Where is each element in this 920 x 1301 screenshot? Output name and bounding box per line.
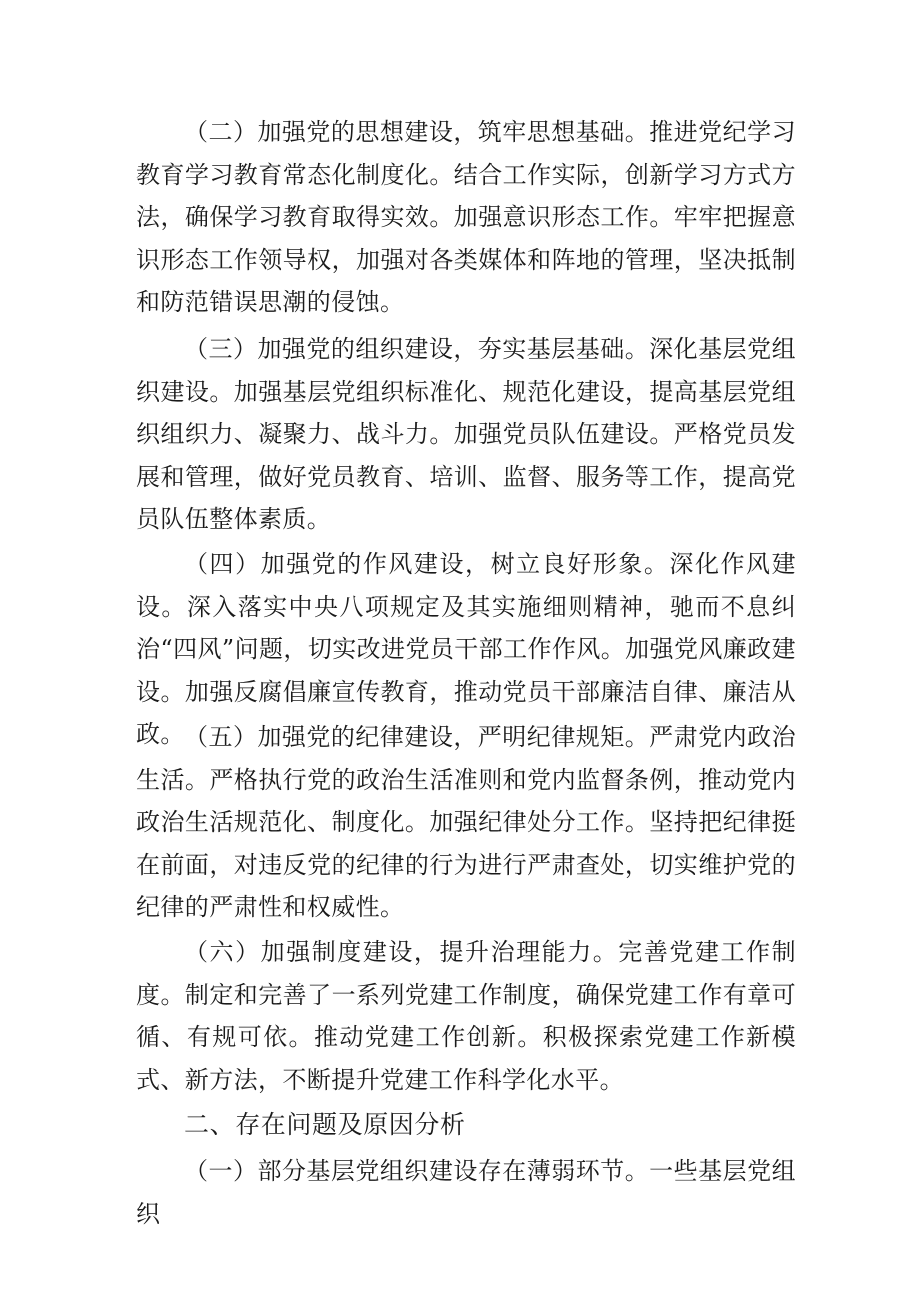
section-heading-problems: 二、存在问题及原因分析 (184, 1110, 466, 1139)
paragraph-work-style-building: （四）加强党的作风建设，树立良好形象。深化作风建设。深入落实中央八项规定及其实施细则精神，驰而不息纠治“四风”问题，切实改进党员干部工作作风。加强党风廉政建设。加强反腐倡廉宣传教育，推动党员干部廉洁自律、廉洁从政。 (136, 550, 796, 748)
paragraph-discipline-building: （五）加强党的纪律建设，严明纪律规矩。严肃党内政治生活。严格执行党的政治生活准则和党内监督条例，推动党内政治生活规范化、制度化。加强纪律处分工作。坚持把纪律挺在前面，对违反党的纪律的行为进行严肃查处，切实维护党的纪律的严肃性和权威性。 (136, 723, 796, 921)
paragraph-institutional-building: （六）加强制度建设，提升治理能力。完善党建工作制度。制定和完善了一系列党建工作制度，确保党建工作有章可循、有规可依。推动党建工作创新。积极探索党建工作新模式、新方法，不断提升党建工作科学化水平。 (136, 938, 796, 1094)
paragraph-ideological-building: （二）加强党的思想建设，筑牢思想基础。推进党纪学习教育学习教育常态化制度化。结合工作实际，创新学习方式方法，确保学习教育取得实效。加强意识形态工作。牢牢把握意识形态工作领导权，加强对各类媒体和阵地的管理，坚决抵制和防范错误思潮的侵蚀。 (136, 118, 796, 316)
paragraph-organizational-building: （三）加强党的组织建设，夯实基层基础。深化基层党组织建设。加强基层党组织标准化、规范化建设，提高基层党组织组织力、凝聚力、战斗力。加强党员队伍建设。严格党员发展和管理，做好党员教育、培训、监督、服务等工作，提高党员队伍整体素质。 (136, 335, 796, 533)
paragraph-problem-one: （一）部分基层党组织建设存在薄弱环节。一些基层党组织 (136, 1157, 796, 1228)
